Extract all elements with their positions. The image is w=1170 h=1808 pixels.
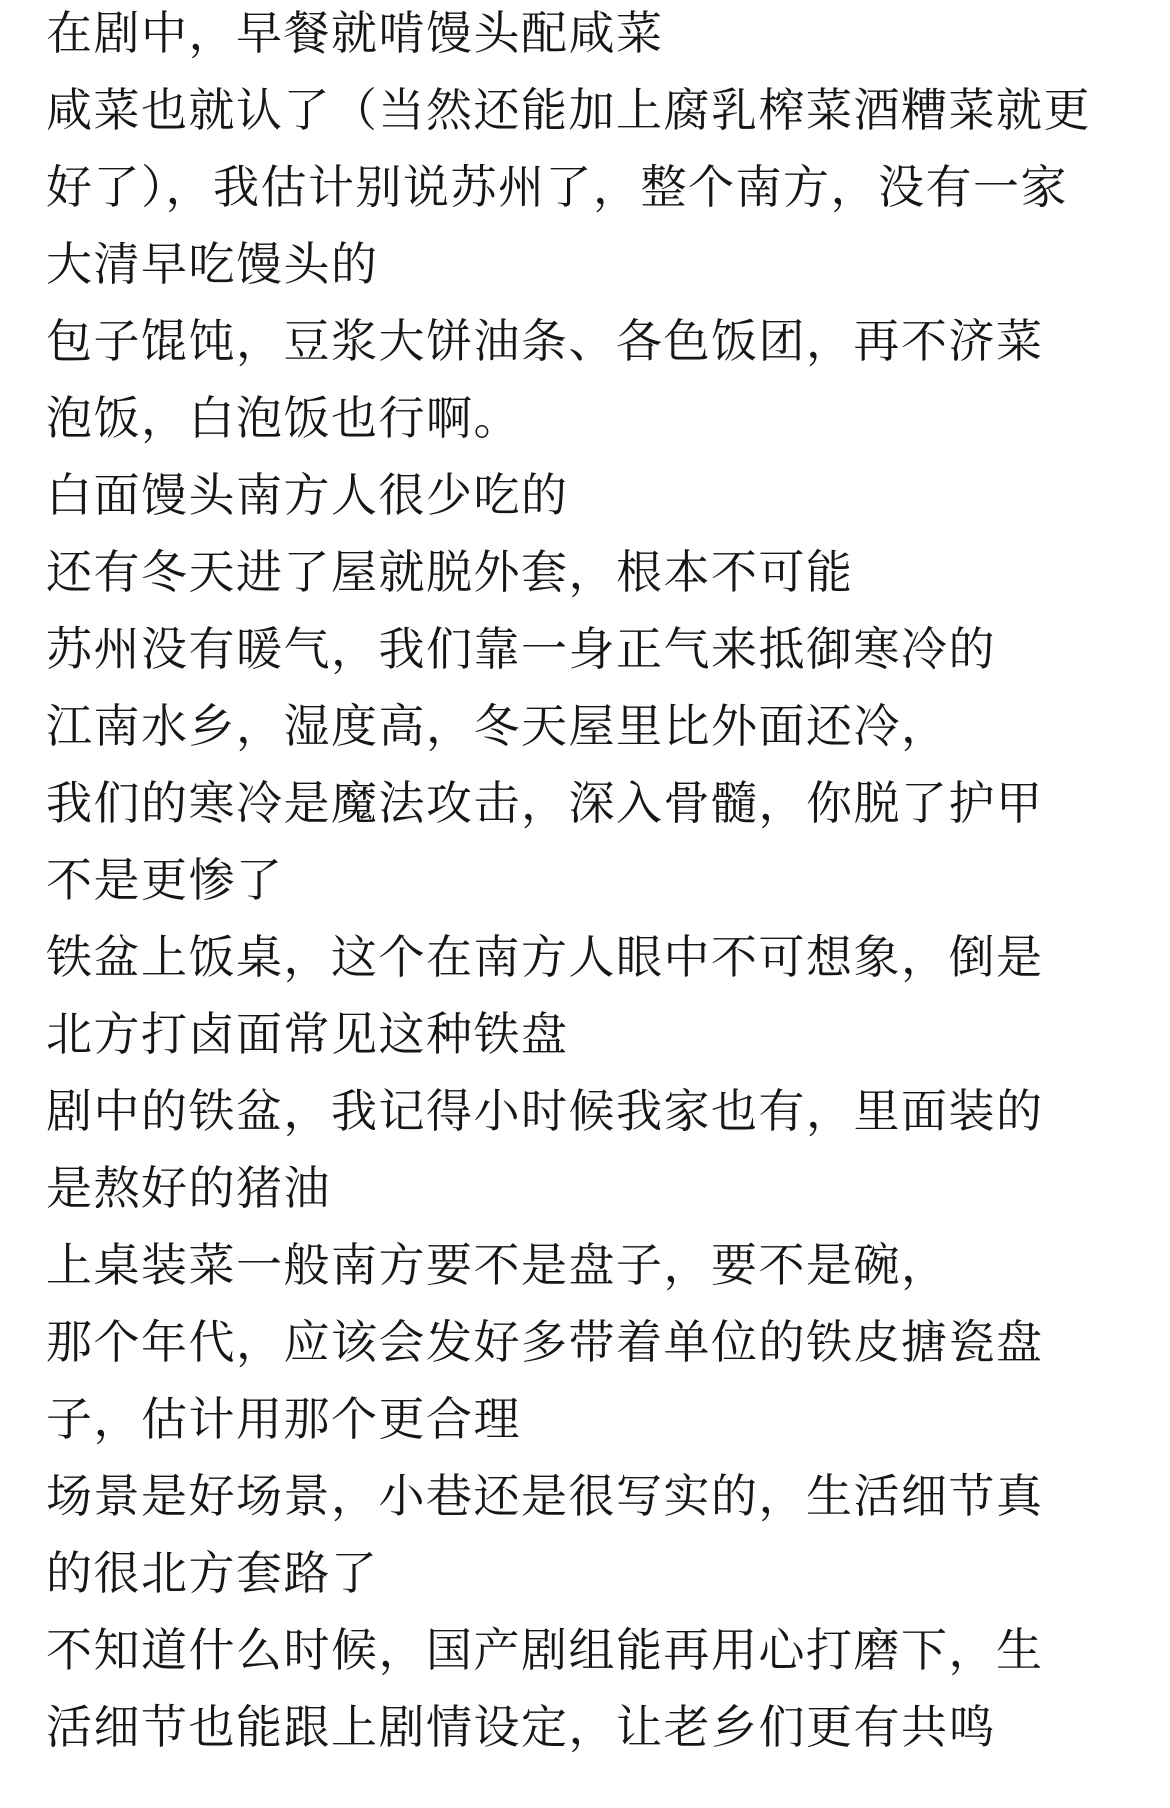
text-line: 苏州没有暖气，我们靠一身正气来抵御寒冷的: [46, 622, 996, 676]
text-line: 上桌装菜一般南方要不是盘子，要不是碗，: [46, 1238, 949, 1292]
text-line: 不知道什么时候，国产剧组能再用心打磨下，生: [46, 1623, 1044, 1677]
text-line: 子，估计用那个更合理: [46, 1392, 521, 1446]
text-line: 咸菜也就认了（当然还能加上腐乳榨菜酒糟菜就更: [46, 83, 1091, 137]
text-line: 的很北方套路了: [46, 1546, 379, 1600]
text-line: 不是更惨了: [46, 853, 284, 907]
text-line: 包子馄饨，豆浆大饼油条、各色饭团，再不济菜: [46, 314, 1044, 368]
text-line: 在剧中，早餐就啃馒头配咸菜: [46, 6, 664, 60]
text-line: 大清早吃馒头的: [46, 237, 379, 291]
text-line: 剧中的铁盆，我记得小时候我家也有，里面装的: [46, 1084, 1044, 1138]
text-line: 好了），我估计别说苏州了，整个南方，没有一家: [46, 160, 1068, 214]
text-line: 北方打卤面常见这种铁盘: [46, 1007, 569, 1061]
text-line: 还有冬天进了屋就脱外套，根本不可能: [46, 545, 854, 599]
text-line: 白面馒头南方人很少吃的: [46, 468, 569, 522]
text-line: 是熬好的猪油: [46, 1161, 331, 1215]
text-line: 泡饭，白泡饭也行啊。: [46, 391, 521, 445]
text-line: 江南水乡，湿度高，冬天屋里比外面还冷，: [46, 699, 949, 753]
text-line: 那个年代，应该会发好多带着单位的铁皮搪瓷盘: [46, 1315, 1044, 1369]
text-line: 我们的寒冷是魔法攻击，深入骨髓，你脱了护甲: [46, 776, 1044, 830]
text-line: 铁盆上饭桌，这个在南方人眼中不可想象，倒是: [46, 930, 1044, 984]
text-line: 场景是好场景，小巷还是很写实的，生活细节真: [46, 1469, 1044, 1523]
text-line: 活细节也能跟上剧情设定，让老乡们更有共鸣: [46, 1700, 996, 1754]
